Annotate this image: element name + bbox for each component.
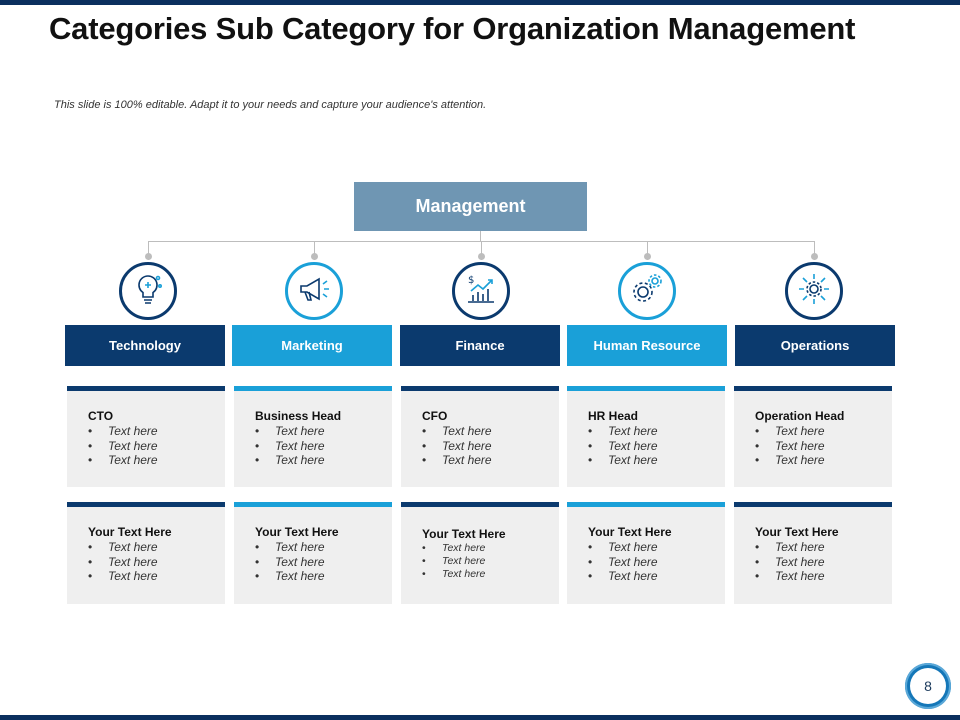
card-heading: Your Text Here [255,525,339,539]
bullet: • [422,568,426,580]
page-number-badge [905,663,951,709]
card-heading: Your Text Here [88,525,172,539]
card-bullet-list [755,424,825,468]
management-label: Management [415,196,526,216]
list-item [422,424,492,439]
card-accent-bar [401,502,559,507]
list-item [255,453,325,468]
bullet: • [88,554,93,569]
list-item-text: Text here [275,424,325,438]
bullet: • [755,424,760,438]
card-heading: Operation Head [755,409,845,423]
svg-text:$: $ [468,274,475,286]
list-item [255,555,325,570]
info-card [567,502,725,604]
list-item-text: Text here [108,540,158,554]
bullet: • [255,438,260,453]
management-box[interactable] [354,182,587,231]
card-heading: HR Head [588,409,639,423]
bullet: • [255,424,260,438]
card-accent-bar [401,386,559,391]
list-item [588,439,658,454]
bullet: • [755,438,760,453]
gear-network-icon [796,271,832,312]
bullet: • [755,569,760,583]
category-technology[interactable] [65,325,225,366]
gear-network-icon-circle [785,262,843,320]
bottom-accent-bar [0,715,960,720]
bullet: • [422,424,427,438]
list-item-text: Text here [275,569,325,583]
list-item-text: Text here [108,554,158,569]
list-item [755,555,825,570]
list-item [422,555,485,568]
megaphone-icon-circle [285,262,343,320]
chart-growth-icon [464,272,498,311]
category-marketing[interactable] [232,325,392,366]
list-item [755,540,825,555]
connector-dot-2 [311,253,318,260]
info-card [401,386,559,487]
card-bullet-list [88,424,158,468]
bullet: • [88,424,93,438]
list-item [755,569,825,584]
list-item-text: Text here [775,424,825,438]
list-item-text: Text here [608,554,658,569]
list-item [88,424,158,439]
list-item [588,569,658,584]
list-item-text: Text here [775,554,825,569]
card-heading: Your Text Here [588,525,672,539]
bullet: • [588,554,593,569]
list-item [422,542,485,555]
card-accent-bar [234,386,392,391]
card-heading: CFO [422,409,448,423]
info-card [734,502,892,604]
list-item-text: Text here [442,568,486,580]
list-item [88,439,158,454]
card-bullet-list [88,540,158,584]
card-accent-bar [67,502,225,507]
category-human-resource[interactable] [567,325,727,366]
list-item [255,569,325,584]
info-card [401,502,559,604]
page-subtitle: This slide is 100% editable. Adapt it to your needs and capture your audience's attention. [54,99,487,111]
connector-dot-1 [145,253,152,260]
card-heading: Your Text Here [755,525,839,539]
list-item [255,540,325,555]
list-item [588,453,658,468]
list-item [88,540,158,555]
list-item-text: Text here [608,453,658,467]
list-item-text: Text here [608,569,658,583]
info-card [567,386,725,487]
card-heading: CTO [88,409,114,423]
bullet: • [88,540,93,554]
list-item [255,424,325,439]
list-item-text: Text here [275,540,325,554]
bullet: • [88,453,93,467]
card-bullet-list [755,540,825,584]
list-item-text: Text here [108,438,158,453]
list-item-text: Text here [108,453,158,467]
page-title: Categories Sub Category for Organization Management [49,11,856,46]
bullet: • [588,438,593,453]
list-item-text: Text here [608,438,658,453]
category-label: Finance [455,338,505,353]
category-label: Human Resource [593,338,701,353]
connector-dot-3 [478,253,485,260]
bullet: • [88,438,93,453]
info-card [734,386,892,487]
card-bullet-list [255,424,325,468]
bullet: • [755,453,760,467]
card-heading: Business Head [255,409,342,423]
card-bullet-list [422,542,485,581]
list-item [755,439,825,454]
bullet: • [422,453,427,467]
card-accent-bar [734,502,892,507]
list-item [422,439,492,454]
list-item [422,453,492,468]
list-item [588,555,658,570]
list-item [755,453,825,468]
idea-bulb-icon-circle [119,262,177,320]
bullet: • [422,438,427,453]
list-item [588,540,658,555]
card-bullet-list [422,424,492,468]
info-card [67,386,225,487]
list-item-text: Text here [608,424,658,438]
megaphone-icon [296,272,332,311]
connector-dot-5 [811,253,818,260]
card-bullet-list [588,540,658,584]
bullet: • [422,555,426,567]
list-item-text: Text here [775,438,825,453]
bullet: • [755,540,760,554]
list-item [755,424,825,439]
card-accent-bar [567,386,725,391]
connector-dot-4 [644,253,651,260]
list-item-text: Text here [775,569,825,583]
bullet: • [88,569,93,583]
page-number: 8 [924,678,932,694]
list-item [255,439,325,454]
bullet: • [255,554,260,569]
card-bullet-list [255,540,325,584]
list-item [88,453,158,468]
bullet: • [422,542,426,554]
list-item-text: Text here [775,453,825,467]
category-finance[interactable] [400,325,560,366]
top-accent-bar [0,0,960,5]
card-accent-bar [567,502,725,507]
card-accent-bar [234,502,392,507]
list-item-text: Text here [275,438,325,453]
category-label: Marketing [281,338,343,353]
list-item-text: Text here [442,438,492,453]
list-item-text: Text here [608,540,658,554]
list-item-text: Text here [775,540,825,554]
list-item [88,555,158,570]
bullet: • [755,554,760,569]
gears-icon-circle [618,262,676,320]
list-item-text: Text here [108,569,158,583]
list-item-text: Text here [442,453,492,467]
category-label: Technology [109,338,181,353]
list-item [88,569,158,584]
chart-growth-icon-circle [452,262,510,320]
info-card [234,502,392,604]
card-accent-bar [734,386,892,391]
bullet: • [255,453,260,467]
list-item-text: Text here [442,555,486,567]
bullet: • [255,540,260,554]
list-item-text: Text here [108,424,158,438]
bullet: • [588,453,593,467]
list-item [588,424,658,439]
idea-bulb-icon [131,272,165,311]
list-item-text: Text here [275,554,325,569]
card-heading: Your Text Here [422,527,506,541]
list-item-text: Text here [275,453,325,467]
bullet: • [588,569,593,583]
list-item-text: Text here [442,542,486,554]
list-item [422,568,485,581]
bullet: • [255,569,260,583]
info-card [234,386,392,487]
category-operations[interactable] [735,325,895,366]
card-accent-bar [67,386,225,391]
list-item-text: Text here [442,424,492,438]
category-label: Operations [780,338,850,353]
bullet: • [588,540,593,554]
bullet: • [588,424,593,438]
info-card [67,502,225,604]
gears-icon [629,272,665,311]
card-bullet-list [588,424,658,468]
